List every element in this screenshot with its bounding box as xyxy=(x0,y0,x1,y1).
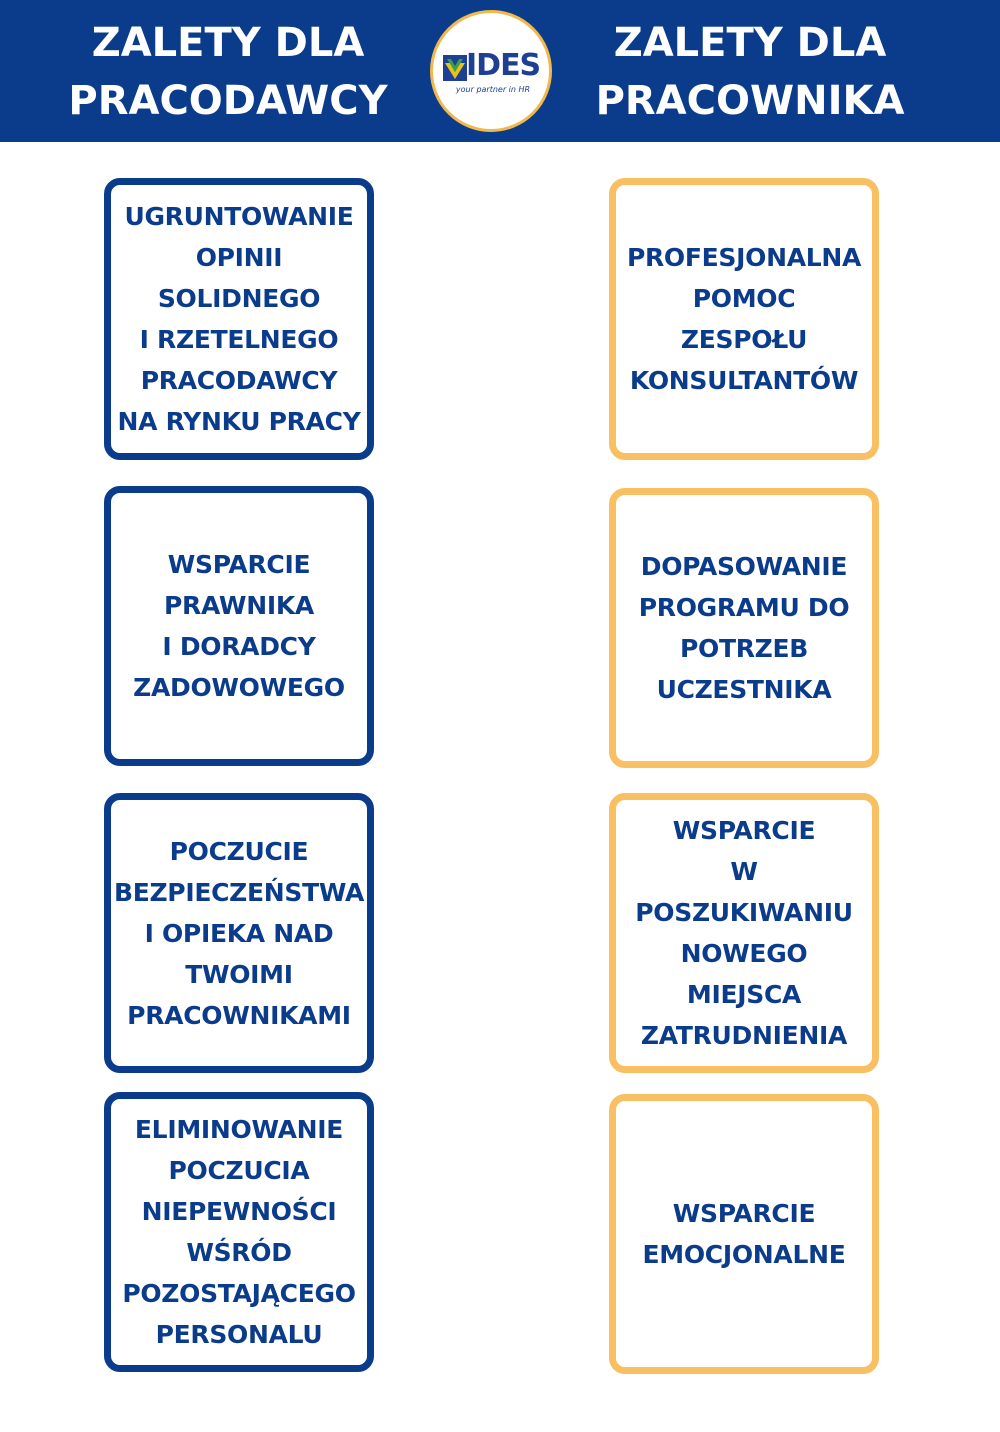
employer-benefit-card xyxy=(104,1092,374,1372)
benefit-text: WSPARCIE EMOCJONALNE xyxy=(642,1199,846,1269)
benefit-text: WSPARCIE W POSZUKIWANIU NOWEGO MIEJSCA ZATRUDNIENIA xyxy=(635,816,853,1050)
header-banner xyxy=(0,0,1000,142)
employer-benefit-card xyxy=(104,793,374,1073)
employer-heading: ZALETY DLA PRACODAWCY xyxy=(68,20,388,124)
employee-heading: ZALETY DLA PRACOWNIKA xyxy=(595,20,905,124)
checkmark-logo-icon xyxy=(443,55,467,81)
employee-benefit-card xyxy=(609,1094,879,1374)
benefit-text: WSPARCIE PRAWNIKA I DORADCY ZADOWOWEGO xyxy=(133,550,345,702)
employee-benefit-card xyxy=(609,178,879,460)
logo-tagline: your partner in HR xyxy=(455,85,531,94)
benefit-text: ELIMINOWANIE POCZUCIA NIEPEWNOŚCI WŚRÓD POZOSTAJĄCEGO PERSONALU xyxy=(122,1115,356,1349)
employer-benefit-card xyxy=(104,178,374,460)
logo-wordmark: IDES xyxy=(466,48,541,83)
employee-benefit-card xyxy=(609,793,879,1073)
benefit-text: UGRUNTOWANIE OPINII SOLIDNEGO I RZETELNEGO PRACODAWCY NA RYNKU PRACY xyxy=(117,202,361,436)
benefit-text: POCZUCIE BEZPIECZEŃSTWA I OPIEKA NAD TWOIMI PRACOWNIKAMI xyxy=(113,836,365,1030)
employee-benefit-card xyxy=(609,488,879,768)
benefit-text: DOPASOWANIE PROGRAMU DO POTRZEB UCZESTNIKA xyxy=(638,552,850,704)
benefit-text: PROFESJONALNA POMOC ZESPOŁU KONSULTANTÓW xyxy=(626,243,862,395)
employer-benefit-card xyxy=(104,486,374,766)
company-logo xyxy=(430,10,552,132)
